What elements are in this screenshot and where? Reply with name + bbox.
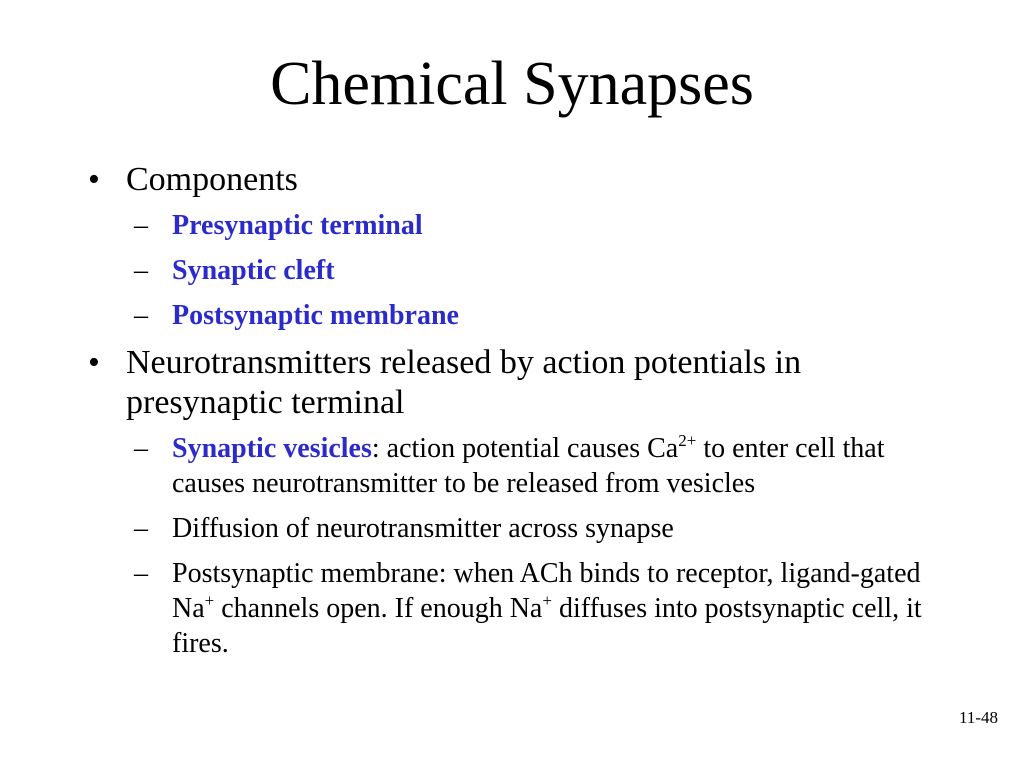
sub-bullet-text: Synaptic cleft: [172, 255, 335, 286]
slide-content: [88, 160, 948, 671]
superscript-charge: +: [204, 591, 215, 610]
sub-bullet-text: Presynaptic terminal: [172, 210, 423, 241]
sub-bullet-postsynaptic-membrane: [134, 298, 948, 333]
neurotransmitters-list: [134, 431, 948, 661]
slide-title: Chemical Synapses: [270, 50, 754, 118]
superscript-charge: 2+: [678, 431, 697, 450]
sub-bullet-text: Postsynaptic membrane: when ACh binds to receptor, ligand-gated Na: [172, 558, 921, 624]
bullet-text: Neurotransmitters released by action potentials in presynaptic terminal: [126, 344, 802, 421]
sub-bullet-text-end: diffuses into postsynaptic cell, it fires.: [172, 593, 922, 659]
dash-marker: –: [134, 513, 148, 544]
term-synaptic-vesicles: Synaptic vesicles: [172, 433, 372, 464]
sub-bullet-synaptic-cleft: [134, 253, 948, 288]
sub-bullet-text-cont: channels open. If enough Na: [214, 593, 543, 624]
superscript-charge: +: [542, 591, 552, 610]
sub-bullet-postsynaptic-membrane-detail: [134, 556, 948, 661]
sub-bullet-diffusion: [134, 511, 948, 546]
dash-marker: –: [134, 255, 148, 286]
bullet-marker: •: [88, 344, 100, 381]
bullet-text: Components: [126, 161, 298, 198]
bullet-marker: •: [88, 161, 100, 198]
dash-marker: –: [134, 300, 148, 331]
dash-marker: –: [134, 433, 148, 464]
sub-bullet-text-cont: to enter cell that causes neurotransmitter to be released from vesicles: [172, 433, 885, 499]
bullet-neurotransmitters: [88, 343, 948, 423]
sub-bullet-text: Diffusion of neurotransmitter across synapse: [172, 513, 674, 544]
components-list: [134, 208, 948, 333]
sub-bullet-text: Postsynaptic membrane: [172, 300, 459, 331]
sub-bullet-synaptic-vesicles: [134, 431, 948, 501]
sub-bullet-text: : action potential causes Ca: [371, 433, 679, 464]
dash-marker: –: [134, 210, 148, 241]
slide-number: 11-48: [958, 708, 998, 727]
sub-bullet-presynaptic-terminal: [134, 208, 948, 243]
dash-marker: –: [134, 558, 148, 589]
bullet-components: [88, 160, 948, 200]
